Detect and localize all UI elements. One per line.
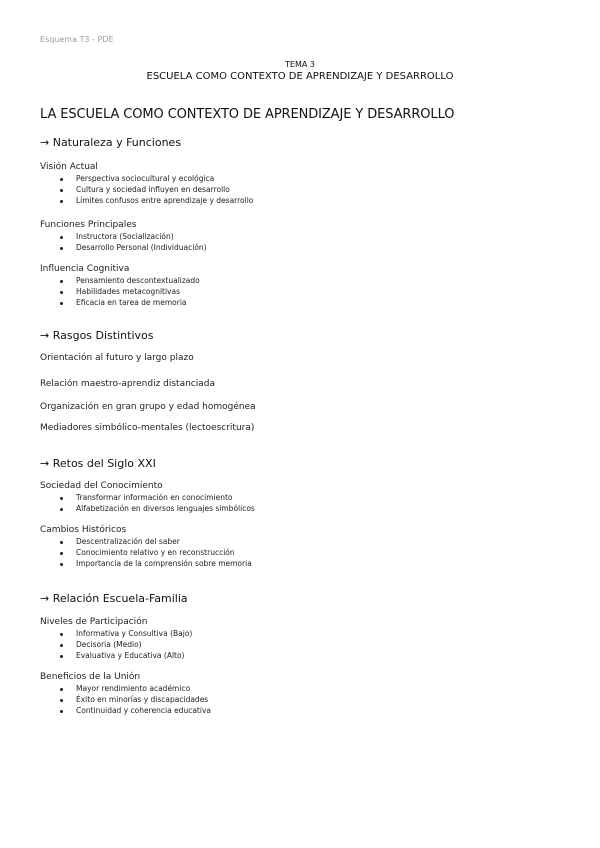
bullet-icon xyxy=(60,291,63,294)
subheading-vision: Visión Actual xyxy=(40,162,98,172)
bullet-icon xyxy=(60,699,63,702)
list-item: Éxito en minorías y discapacidades xyxy=(40,695,211,706)
list-item: Desarrollo Personal (Individuación) xyxy=(40,243,207,254)
list-niveles xyxy=(40,629,192,661)
list-item: Mayor rendimiento académico xyxy=(40,684,211,695)
list-item: Descentralización del saber xyxy=(40,537,252,548)
bullet-icon xyxy=(60,644,63,647)
bullet-icon xyxy=(60,541,63,544)
running-header: Esquema T3 - PDE xyxy=(40,35,114,44)
list-item: Evaluativa y Educativa (Alto) xyxy=(40,651,192,662)
list-item: Pensamiento descontextualizado xyxy=(40,276,200,287)
section-heading-rasgos: → Rasgos Distintivos xyxy=(40,329,154,342)
list-item: Transformar información en conocimiento xyxy=(40,493,255,504)
bullet-icon xyxy=(60,236,63,239)
subheading-funciones: Funciones Principales xyxy=(40,220,137,230)
tema-block xyxy=(0,60,600,83)
list-item: Alfabetización en diversos lenguajes simbólicos xyxy=(40,504,255,515)
subheading-influencia: Influencia Cognitiva xyxy=(40,264,130,274)
list-item: Instructora (Socialización) xyxy=(40,232,207,243)
bullet-icon xyxy=(60,563,63,566)
bullet-icon xyxy=(60,508,63,511)
bullet-icon xyxy=(60,302,63,305)
bullet-icon xyxy=(60,655,63,658)
bullet-icon xyxy=(60,497,63,500)
main-title: LA ESCUELA COMO CONTEXTO DE APRENDIZAJE Y DESARROLLO xyxy=(40,107,455,122)
bullet-icon xyxy=(60,552,63,555)
bullet-icon xyxy=(60,189,63,192)
list-item: Conocimiento relativo y en reconstrucción xyxy=(40,548,252,559)
list-vision xyxy=(40,174,253,206)
list-funciones xyxy=(40,232,207,254)
section-heading-naturaleza: → Naturaleza y Funciones xyxy=(40,136,182,149)
bullet-icon xyxy=(60,200,63,203)
subheading-cambios: Cambios Históricos xyxy=(40,525,127,535)
bullet-icon xyxy=(60,280,63,283)
list-item: Decisoria (Medio) xyxy=(40,640,192,651)
subheading-niveles: Niveles de Participación xyxy=(40,617,148,627)
section-heading-retos: → Retos del Siglo XXI xyxy=(40,457,156,470)
subheading-beneficios: Beneficios de la Unión xyxy=(40,672,141,682)
rasgo-item: Relación maestro-aprendiz distanciada xyxy=(40,379,215,389)
list-item: Informativa y Consultiva (Bajo) xyxy=(40,629,192,640)
list-item: Habilidades metacognitivas xyxy=(40,287,200,298)
list-beneficios xyxy=(40,684,211,716)
rasgo-item: Organización en gran grupo y edad homogénea xyxy=(40,402,256,412)
bullet-icon xyxy=(60,247,63,250)
list-item: Límites confusos entre aprendizaje y desarrollo xyxy=(40,196,253,207)
section-heading-relacion: → Relación Escuela-Familia xyxy=(40,592,188,605)
bullet-icon xyxy=(60,710,63,713)
tema-title: ESCUELA COMO CONTEXTO DE APRENDIZAJE Y DESARROLLO xyxy=(146,71,454,82)
tema-number: TEMA 3 xyxy=(285,60,315,69)
list-item: Eficacia en tarea de memoria xyxy=(40,298,200,309)
rasgo-item: Mediadores simbólico-mentales (lectoescritura) xyxy=(40,423,255,433)
subheading-sociedad: Sociedad del Conocimiento xyxy=(40,481,163,491)
bullet-icon xyxy=(60,688,63,691)
rasgo-item: Orientación al futuro y largo plazo xyxy=(40,353,194,363)
list-item: Perspectiva sociocultural y ecológica xyxy=(40,174,253,185)
list-item: Cultura y sociedad influyen en desarrollo xyxy=(40,185,253,196)
list-item: Importancia de la comprensión sobre memoria xyxy=(40,559,252,570)
bullet-icon xyxy=(60,178,63,181)
list-cambios xyxy=(40,537,252,569)
list-sociedad xyxy=(40,493,255,515)
bullet-icon xyxy=(60,633,63,636)
list-item: Continuidad y coherencia educativa xyxy=(40,706,211,717)
list-influencia xyxy=(40,276,200,308)
